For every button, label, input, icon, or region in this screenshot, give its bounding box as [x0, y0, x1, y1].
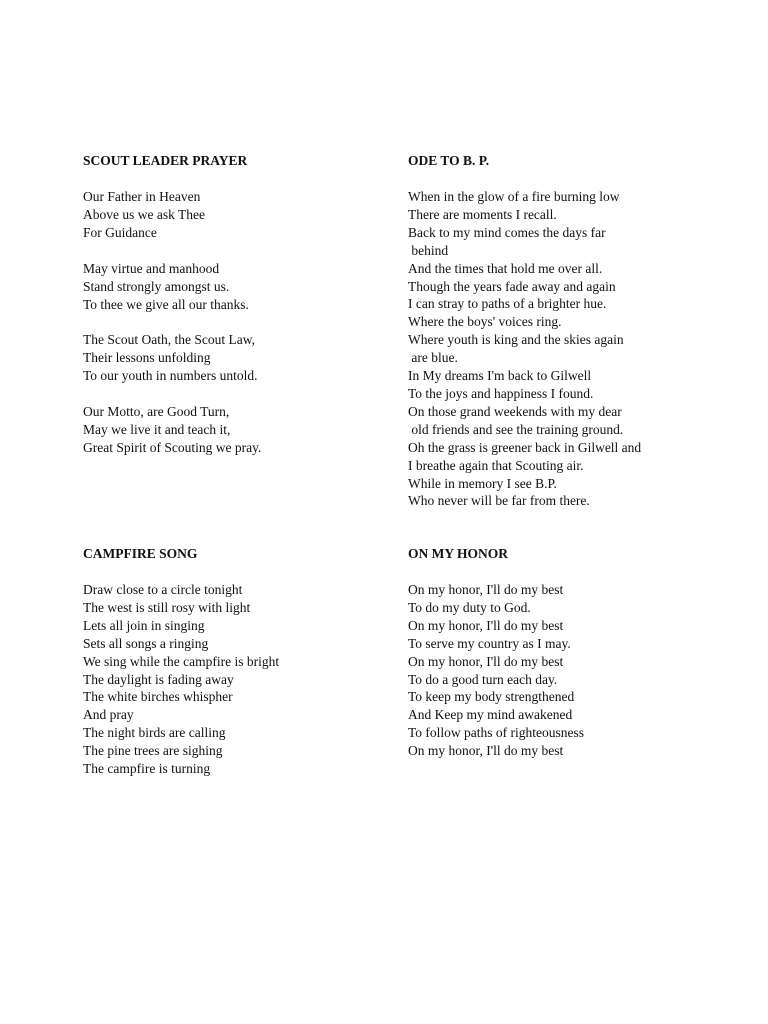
poem-line: I breathe again that Scouting air.: [408, 457, 584, 473]
poem-line: And the times that hold me over all.: [408, 260, 603, 276]
poem-line: While in memory I see B.P.: [408, 475, 557, 491]
section-campfire-song: [83, 545, 383, 796]
poem-line: To thee we give all our thanks.: [83, 296, 249, 312]
poem-line: The daylight is fading away: [83, 671, 234, 687]
poem-line: To keep my body strengthened: [408, 689, 575, 705]
poem-line: To the joys and happiness I found.: [408, 385, 594, 401]
poem-line: Oh the grass is greener back in Gilwell and: [408, 439, 642, 455]
poem-line: Great Spirit of Scouting we pray.: [83, 439, 262, 455]
poem-line: behind: [408, 242, 449, 258]
section-title: CAMPFIRE SONG: [83, 546, 198, 561]
stanza: [83, 581, 383, 778]
poem-line: Where youth is king and the skies again: [408, 332, 624, 348]
poem-line: To do my duty to God.: [408, 599, 531, 615]
stanza: [83, 188, 383, 242]
poem-line: Draw close to a circle tonight: [83, 582, 243, 597]
poem-line: To do a good turn each day.: [408, 671, 558, 687]
poem-line: The white birches whispher: [83, 689, 233, 705]
poem-line: May we live it and teach it,: [83, 422, 231, 438]
poem-line: On my honor, I'll do my best: [408, 743, 564, 759]
section-title: ODE TO B. P.: [408, 153, 490, 168]
poem-line: The night birds are calling: [83, 725, 226, 741]
section-title: SCOUT LEADER PRAYER: [83, 153, 248, 168]
poem-line: For Guidance: [83, 224, 157, 240]
poem-line: We sing while the campfire is bright: [83, 653, 280, 669]
poem-line: Sets all songs a ringing: [83, 635, 209, 651]
stanza: [83, 260, 383, 314]
poem-line: And Keep my mind awakened: [408, 707, 573, 723]
poem-line: The Scout Oath, the Scout Law,: [83, 332, 255, 348]
poem-line: On those grand weekends with my dear: [408, 403, 622, 419]
poem-line: Back to my mind comes the days far: [408, 224, 606, 240]
poem-line: May virtue and manhood: [83, 260, 220, 276]
poem-line: Our Father in Heaven: [83, 189, 201, 204]
stanza: [83, 331, 383, 385]
stanza: [83, 403, 383, 457]
poem-line: Our Motto, are Good Turn,: [83, 404, 230, 420]
poem-line: Who never will be far from there.: [408, 493, 590, 509]
poem-line: There are moments I recall.: [408, 206, 557, 222]
stanza: [408, 188, 708, 510]
poem-line: Lets all join in singing: [83, 617, 205, 633]
poem-line: On my honor, I'll do my best: [408, 653, 564, 669]
poem-line: Stand strongly amongst us.: [83, 278, 230, 294]
poem-line: When in the glow of a fire burning low: [408, 189, 620, 204]
poem-line: In My dreams I'm back to Gilwell: [408, 368, 592, 384]
poem-line: To our youth in numbers untold.: [83, 368, 258, 384]
poem-line: Where the boys' voices ring.: [408, 314, 562, 330]
poem-line: Their lessons unfolding: [83, 350, 211, 366]
poem-line: old friends and see the training ground.: [408, 421, 624, 437]
poem-line: The campfire is turning: [83, 761, 211, 777]
poem-line: The west is still rosy with light: [83, 599, 251, 615]
poem-line: To follow paths of righteousness: [408, 725, 585, 741]
section-ode-to-bp: [408, 152, 708, 528]
poem-line: Though the years fade away and again: [408, 278, 616, 294]
section-on-my-honor: [408, 545, 708, 778]
stanza: [408, 581, 708, 760]
poem-line: are blue.: [408, 350, 458, 366]
poem-line: The pine trees are sighing: [83, 743, 223, 759]
poem-line: Above us we ask Thee: [83, 206, 205, 222]
poem-line: And pray: [83, 707, 134, 723]
section-title: ON MY HONOR: [408, 546, 508, 561]
poem-line: To serve my country as I may.: [408, 635, 571, 651]
poem-line: On my honor, I'll do my best: [408, 582, 564, 597]
poem-line: On my honor, I'll do my best: [408, 617, 564, 633]
section-scout-leader-prayer: [83, 152, 383, 475]
poem-line: I can stray to paths of a brighter hue.: [408, 296, 607, 312]
